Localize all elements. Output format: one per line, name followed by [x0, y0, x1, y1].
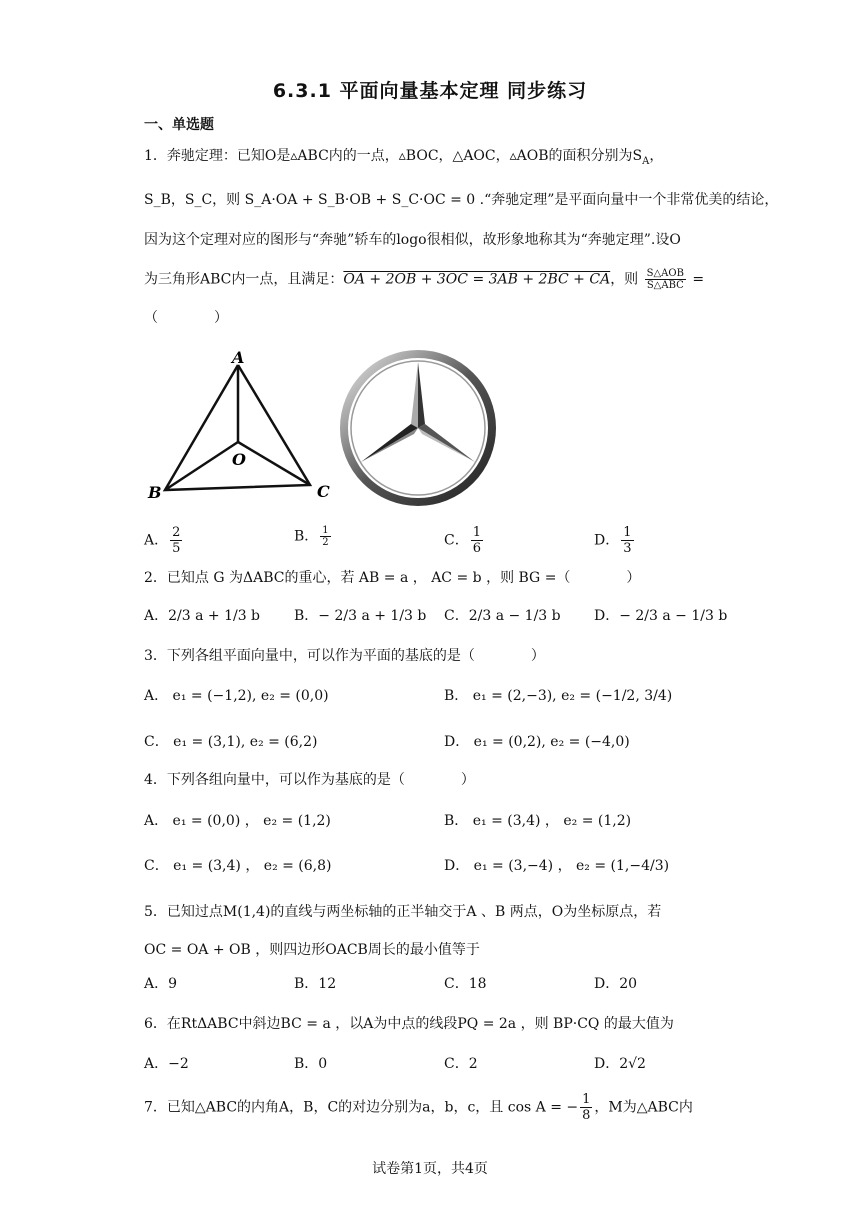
benz-logo-image: [338, 348, 498, 508]
q6-option-d[interactable]: D．2√2: [594, 1056, 646, 1072]
label-a: A: [232, 348, 245, 367]
page-title: 6.3.1 平面向量基本定理 同步练习: [272, 80, 588, 102]
q1-option-b[interactable]: B． $\frac{1}{2}$: [294, 525, 329, 548]
segment-ob: [165, 442, 238, 490]
page-footer: 试卷第1页，共4页: [372, 1161, 488, 1177]
q1-blank: （ ）: [144, 310, 228, 326]
q2-stem: 2．已知点 G 为ΔABC的重心，若 AB = a ， AC = b ，则 BG =（ ）: [144, 570, 641, 586]
q4-option-c[interactable]: C． e₁ = (3,4) ， e₂ = (6,8): [144, 858, 332, 874]
q5-option-d[interactable]: D．20: [594, 976, 638, 992]
label-b: B: [148, 483, 162, 502]
q3-option-c[interactable]: C． e₁ = (3,1), e₂ = (6,2): [144, 734, 318, 750]
q1-option-a[interactable]: A． $\frac{2}{5}$: [144, 525, 181, 556]
q6-option-a[interactable]: A．−2: [144, 1056, 189, 1072]
q1-line4: 为三角形ABC内一点，且满足：OA + 2OB + 3OC = 3AB + 2BC + CA，则 $\frac{\text{S△AOB}}{\text{S△ABC}}$ =: [144, 268, 705, 291]
q4-stem: 4．下列各组向量中，可以作为基底的是（ ）: [144, 772, 475, 788]
label-o: O: [232, 450, 246, 469]
area-ratio: $\frac{\text{S△AOB}}{\text{S△ABC}}$: [646, 268, 684, 291]
q3-stem: 3．下列各组平面向量中，可以作为平面的基底的是（ ）: [144, 648, 545, 664]
label-c: C: [317, 482, 330, 501]
q7-line1: 7．已知△ABC的内角A，B，C的对边分别为a，b，c，且 cos A = − $\frac{1}{8}$ ，M为△ABC内: [144, 1092, 693, 1123]
q6-option-b[interactable]: B．0: [294, 1056, 328, 1072]
q5-line1: 5．已知过点M(1,4)的直线与两坐标轴的正半轴交于A 、B 两点，O为坐标原点，若: [144, 904, 662, 920]
q3-option-a[interactable]: A． e₁ = (−1,2), e₂ = (0,0): [144, 688, 329, 704]
q4-option-a[interactable]: A． e₁ = (0,0) ， e₂ = (1,2): [144, 813, 331, 829]
q6-stem: 6．在RtΔABC中斜边BC = a ，以A为中点的线段PQ = 2a ，则 BP·CQ 的最大值为: [144, 1016, 674, 1032]
q2-option-a[interactable]: A．2/3 a + 1/3 b: [144, 608, 261, 624]
q3-option-b[interactable]: B． e₁ = (2,−3), e₂ = (−1/2, 3/4): [444, 688, 673, 704]
segment-oc: [238, 442, 310, 485]
section-heading: 一、单选题: [144, 117, 214, 133]
q5-option-a[interactable]: A．9: [144, 976, 178, 992]
q1-option-d[interactable]: D． $\frac{1}{3}$: [594, 525, 632, 556]
q1-line2: S_B，S_C，则 S_A·OA + S_B·OB + S_C·OC = 0 .“奔驰定理”是平面向量中一个非常优美的结论，: [144, 192, 779, 208]
q4-option-d[interactable]: D． e₁ = (3,−4) ， e₂ = (1,−4/3): [444, 858, 670, 874]
q6-option-c[interactable]: C．2: [444, 1056, 478, 1072]
q5-option-c[interactable]: C．18: [444, 976, 487, 992]
q5-line2: OC = OA + OB ，则四边形OACB周长的最小值等于: [144, 942, 480, 958]
q2-option-c[interactable]: C．2/3 a − 1/3 b: [444, 608, 561, 624]
q1-option-c[interactable]: C． $\frac{1}{6}$: [444, 525, 481, 556]
q4-option-b[interactable]: B． e₁ = (3,4) ， e₂ = (1,2): [444, 813, 632, 829]
q3-option-d[interactable]: D． e₁ = (0,2), e₂ = (−4,0): [444, 734, 630, 750]
q5-option-b[interactable]: B．12: [294, 976, 337, 992]
q2-option-b[interactable]: B．− 2/3 a + 1/3 b: [294, 608, 427, 624]
q2-option-d[interactable]: D．− 2/3 a − 1/3 b: [594, 608, 728, 624]
q1-line3: 因为这个定理对应的图形与“奔驰”轿车的logo很相似，故形象地称其为“奔驰定理”.设O: [144, 232, 681, 248]
triangle-figure: [140, 345, 340, 505]
q1-line1: 1．奔驰定理：已知O是▵ABC内的一点，▵BOC，△AOC，▵AOB的面积分别为$S_A$，: [144, 148, 664, 167]
